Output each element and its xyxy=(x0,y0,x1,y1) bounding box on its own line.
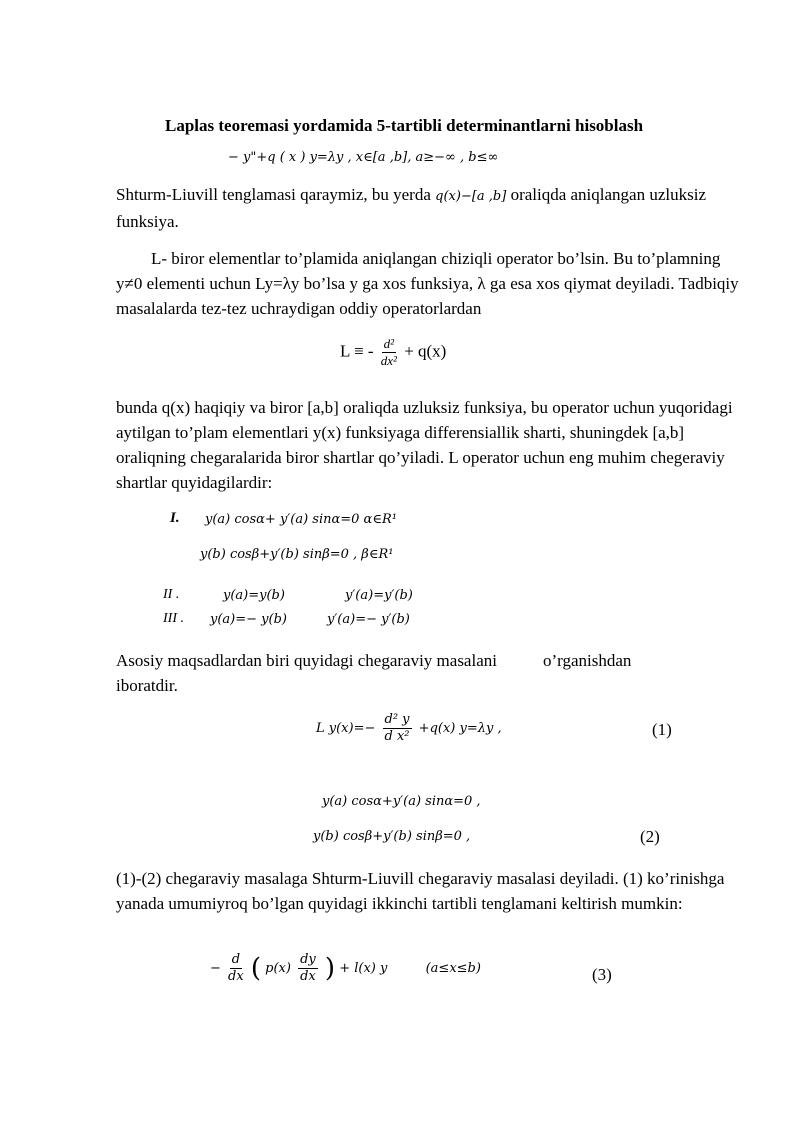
equation-2-line1: y(a) cosα+y′(a) sinα=0 , xyxy=(322,794,481,809)
operator-fraction-numerator: d² xyxy=(383,336,395,351)
operator-equation-rhs: + q(x) xyxy=(404,341,447,361)
operator-fraction xyxy=(381,336,397,369)
condition-ii-b: y′(a)=y′(b) xyxy=(345,588,413,603)
equation-3-fraction-dy-numerator: dy xyxy=(300,952,316,967)
equation-3-minus: − xyxy=(210,961,221,976)
condition-i-line2: y(b) cosβ+y′(b) sinβ=0 , β∈R¹ xyxy=(200,547,394,562)
equation-1-rhs: +q(x) y=λy , xyxy=(418,721,502,736)
equation-3-fraction-d-numerator: d xyxy=(231,952,241,967)
paragraph-intro xyxy=(116,182,746,234)
condition-i-line1: y(a) cosα+ y′(a) sinα=0 α∈R¹ xyxy=(205,512,397,527)
paragraph-goal-text-c: iboratdir. xyxy=(116,676,178,695)
equation-3-fraction-dy-denominator: dx xyxy=(300,969,316,984)
equation-2-number: (2) xyxy=(640,827,660,846)
paragraph-goal-text-a: Asosiy maqsadlardan biri quyidagi chegaraviy masalani xyxy=(116,651,497,670)
operator-equation xyxy=(340,336,446,369)
paragraph-intro-text-a: Shturm-Liuvill tenglamasi qaraymiz, bu yerda xyxy=(116,185,431,204)
equation-3-tail: + l(x) y xyxy=(339,961,388,976)
equation-1-lhs: L y(x)=− xyxy=(316,721,376,736)
paragraph-goal-text-b: o’rganishdan xyxy=(542,651,632,670)
equation-1 xyxy=(316,712,502,745)
equation-3-number: (3) xyxy=(592,965,612,984)
operator-equation-lhs: L ≡ - xyxy=(340,341,374,361)
equation-3-range: (a≤x≤b) xyxy=(425,961,481,976)
equation-1-number: (1) xyxy=(652,720,672,739)
equation-3-close-bracket: ) xyxy=(324,953,336,984)
equation-1-numerator: d² y xyxy=(384,712,410,727)
equation-3-open-bracket: ( xyxy=(250,953,261,984)
condition-ii-label: II . xyxy=(163,587,180,602)
equation-2-line2: y(b) cosβ+y′(b) sinβ=0 , xyxy=(313,829,471,844)
equation-3-fraction-d xyxy=(228,952,244,985)
operator-fraction-denominator: dx² xyxy=(380,353,397,368)
paragraph-general-form: (1)-(2) chegaraviy masalaga Shturm-Liuvill chegaraviy masalasi deyiladi. (1) ko’rinishga yanada umumiyroq bo’lgan quyidagi ikkinchi tartibli tenglamani keltirish mumkin: xyxy=(116,869,725,913)
paragraph-intro-text-b: oraliqda aniqlangan uzluksiz funksiya. xyxy=(116,185,706,231)
equation-1-denominator: d x² xyxy=(384,729,410,744)
equation-3 xyxy=(210,952,481,985)
equation-1-fraction xyxy=(383,712,412,745)
condition-i-label: I. xyxy=(170,510,180,526)
condition-ii-a: y(a)=y(b) xyxy=(223,588,285,603)
header-equation: − y"+q ( x ) y=λy , x∈[a ,b], a≥−∞ , b≤∞ xyxy=(228,150,499,165)
paragraph-intro-formula: q(x)−[a ,b] xyxy=(435,189,507,204)
condition-iii-b: y′(a)=− y′(b) xyxy=(327,612,410,627)
paragraph-conditions-intro: bunda q(x) haqiqiy va biror [a,b] oraliqda uzluksiz funksiya, bu operator uchun yuqoridagi aytilgan to’plam elementlari y(x) funksiyaga differensiallik sharti, shuningdek [a,b] oraliqning chegaralarida biror shartlar qo’yiladi. L operator uchun eng muhim chegeraviy shartlar quyidagilardir: xyxy=(116,398,733,492)
document-title: Laplas teoremasi yordamida 5-tartibli determinantlarni hisoblash xyxy=(165,116,644,135)
equation-3-p: p(x) xyxy=(265,961,291,976)
condition-iii-a: y(a)=− y(b) xyxy=(210,612,287,627)
paragraph-operator: L- biror elementlar to’plamida aniqlangan chiziqli operator bo’lsin. Bu to’plamning y≠0 elementi uchun Ly=λy bo’lsa y ga xos funksiya, λ ga esa xos qiymat deyiladi. Tadbiqiy masalalarda tez-tez uchraydigan oddiy operatorlardan xyxy=(116,249,739,318)
paragraph-goal xyxy=(116,648,746,698)
equation-3-fraction-d-denominator: dx xyxy=(228,969,244,984)
condition-iii-label: III . xyxy=(163,611,184,626)
equation-3-fraction-dy xyxy=(298,952,318,985)
